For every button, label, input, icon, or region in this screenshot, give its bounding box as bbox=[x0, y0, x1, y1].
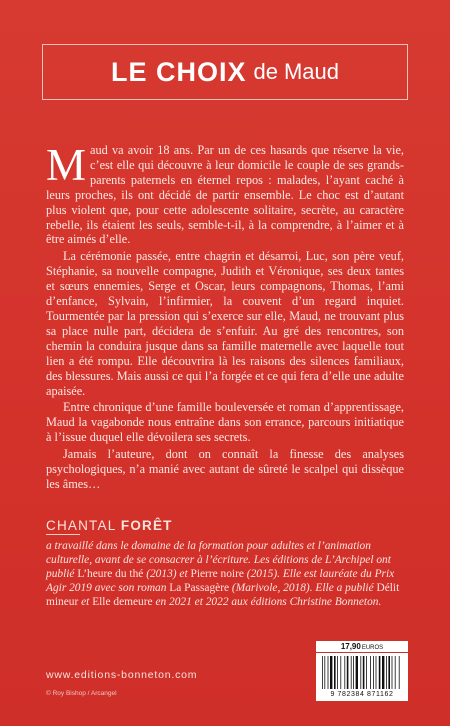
author-first-name: CHANTAL bbox=[46, 518, 116, 533]
price-amount: 17,90 bbox=[340, 642, 361, 651]
book-title: La Passagère bbox=[169, 581, 230, 594]
isbn-barcode bbox=[316, 653, 408, 701]
synopsis-paragraph-4: Jamais l’auteure, dont on connaît la finesse des analyses psychologiques, n’a manié avec autant de sûreté le scalpel qui dissèque les âmes… bbox=[46, 447, 404, 491]
title-frame bbox=[42, 44, 408, 100]
title-connector: de bbox=[253, 59, 278, 84]
isbn-number: 9 782384 871162 bbox=[330, 691, 394, 698]
author-last-name: FORÊT bbox=[120, 518, 173, 533]
photo-credit: © Roy Bishop / Arcangel bbox=[46, 690, 117, 697]
price-currency: EUROS bbox=[361, 645, 384, 651]
drop-cap: M bbox=[46, 140, 87, 190]
synopsis-paragraph-2: La cérémonie passée, entre chagrin et désarroi, Luc, son père veuf, Stéphanie, sa nouvelle compagne, Judith et Véronique, ses deux tantes et sœurs ennemies, Serge et Oscar, leurs compagnons, Thomas, l’ami d’enfance, Sylvain, l’infirmier, la couvent d’un regard inquiet. Tourmentée par la pression qui s’exerce sur elle, Maud, ne trouvant plus sa place nulle part, décidera de s’enfuir. Au gré des rencontres, son chemin la conduira jusque dans sa famille maternelle avec laquelle tout lien a été rompu. Elle découvrira là les raisons des silences familiaux, des blessures. Mais aussi ce qui l’a forgée et ce qui fera d’elle une adulte apaisée. bbox=[46, 249, 404, 398]
title-main: LE CHOIX bbox=[110, 56, 247, 87]
price-label bbox=[316, 641, 408, 652]
author-divider bbox=[46, 534, 80, 535]
publisher-website[interactable]: www.editions-bonneton.com bbox=[46, 669, 198, 681]
author-name bbox=[46, 518, 173, 533]
author-bio: a travaillé dans le domaine de la formation pour adultes et l’animation culturelle, avant de se consacrer à l’écriture. Les éditions de L’Archipel ont publié L’heure du thé (2013) et Pierre noire (2015). Elle est lauréate du Prix Agir 2019 avec son roman La Passagère (Marivole, 2018). Elle a publié Délit mineur et Elle demeure en 2021 et 2022 aux éditions Christine Bonneton. bbox=[46, 540, 400, 608]
synopsis-paragraph-1: Maud va avoir 18 ans. Par un de ces hasards que réserve la vie, c’est elle qui découvre à leur domicile le couple de ses grands-parents paternels en éternel repos : malades, l’ayant caché à leurs proches, ils ont décidé de partir ensemble. Le choc est d’autant plus violent que, pour cette adolescente solitaire, secrète, au caractère rebelle, ils étaient les seuls, semble-t-il, à la comprendre, à l’aimer et à être aimés d’elle. bbox=[46, 140, 404, 247]
book-title: L’heure du thé bbox=[77, 567, 144, 580]
book-title: Délit mineur bbox=[46, 581, 400, 608]
book-title: Elle demeure bbox=[92, 595, 153, 608]
synopsis bbox=[46, 140, 404, 492]
barcode-icon bbox=[320, 656, 404, 690]
book-title: Pierre noire bbox=[190, 567, 244, 580]
synopsis-paragraph-3: Entre chronique d’une famille bouleversée et roman d’apprentissage, Maud la vagabonde nous entraîne dans son errance, parcours initiatique à l’issue duquel elle dévoilera ses secrets. bbox=[46, 400, 404, 445]
title-name: Maud bbox=[283, 59, 340, 84]
